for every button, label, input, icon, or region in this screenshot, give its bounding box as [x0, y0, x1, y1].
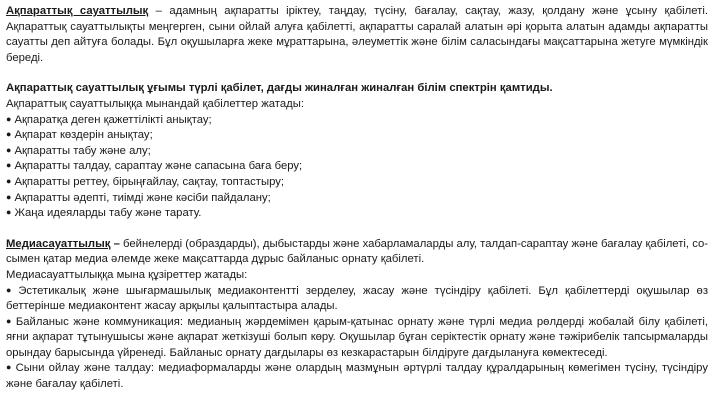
- list-item: ● Ақпаратты әдепті, тиімді және кәсіби пайдалану;: [6, 191, 708, 207]
- list-item: ● Байланыс және коммуникация: медианың жәрдемімен қарым-қатынас орнату және түрлі медиа рөлдерді жобалай білу қабілеті, яғни ақпарат тұтынушысы және ақпарат жеткізуші болып көру. Оқушылар бұған серіктестік орнату және тәжірибелік тапсырмаларды орындау барысында үйренеді. Байланыс орнату дағдылары өз кезкарастарын білдіруге дағдылануға көмектеседі.: [6, 315, 708, 362]
- spacer: [6, 222, 708, 237]
- list-item: ● Ақпаратты реттеу, бірыңғайлау, сақтау, топтастыру;: [6, 175, 708, 191]
- list-item: ● Ақпарат көздерін анықтау;: [6, 128, 708, 144]
- spectrum-text: Ақпараттық сауаттылық ұғымы түрлі қабілет, дағды жиналған жиналған білім спектрін қамтиды.: [6, 82, 553, 95]
- skills-list: [6, 284, 708, 393]
- info-literacy-spectrum: [6, 81, 708, 97]
- abilities-list: [6, 113, 708, 222]
- spacer: [6, 66, 708, 81]
- info-literacy-term: Ақпараттық сауаттылық: [6, 5, 149, 17]
- list-item: ● Ақпаратты талдау, сараптау және сапасына баға беру;: [6, 159, 708, 175]
- media-literacy-definition: бейнелерді (образдарды), дыбыстарды және хабарламаларды алу, талдап-сараптау және бағалау қабілеті, со-сымен қатар медиа әлемде жеке мақсаттарда дұрыс байланыс орнату қабілеті.: [6, 237, 709, 266]
- abilities-intro: Ақпараттық сауаттылыққа мынандай қабілеттер жатады:: [6, 97, 304, 110]
- media-literacy-dash: –: [110, 237, 124, 250]
- list-item: ● Жаңа идеяларды табу және тарату.: [6, 206, 708, 222]
- media-literacy-paragraph: [6, 237, 708, 268]
- list-item: ● Эстетикалық және шығармашылық медиаконтентті зерделеу, жасау және түсіндіру қабілеті. Бұл қабілеттерді оқушылар өз беттерінше медиаконтент жасау арқылы қалыптастыра алады.: [6, 284, 708, 315]
- skills-intro: Медиасауаттылыққа мына құзіреттер жатады:: [6, 268, 248, 281]
- list-item: ● Ақпаратқа деген қажеттілікті анықтау;: [6, 113, 708, 129]
- media-literacy-term: Медиасауаттылық: [6, 237, 111, 250]
- list-item: ● Сыни ойлау және талдау: медиаформаларды және олардың мазмұнын әртүрлі талдау құралдарының көмегімен түсіну, түсіндіру және бағалау қабілеті.: [6, 361, 708, 392]
- info-literacy-paragraph: [6, 4, 708, 66]
- list-item: ● Ақпаратты табу және алу;: [6, 144, 708, 160]
- info-literacy-definition: – адамның ақпаратты іріктеу, таңдау, түсіну, бағалау, сақтау, жазу, қолдану және ұсыну қабілеті. Ақпараттық сауаттылықты меңгерген, сыни ойлай алуға қабілетті, ақпаратты саралай алатын әрі қорыта алатын адамды ақпаратты сауатты деп айтуға болады. Бұл оқушыларға жеке мұраттарына, әлеуметтік және білім саласындағы мақсаттарына жетуге мүмкіндік береді.: [6, 5, 709, 64]
